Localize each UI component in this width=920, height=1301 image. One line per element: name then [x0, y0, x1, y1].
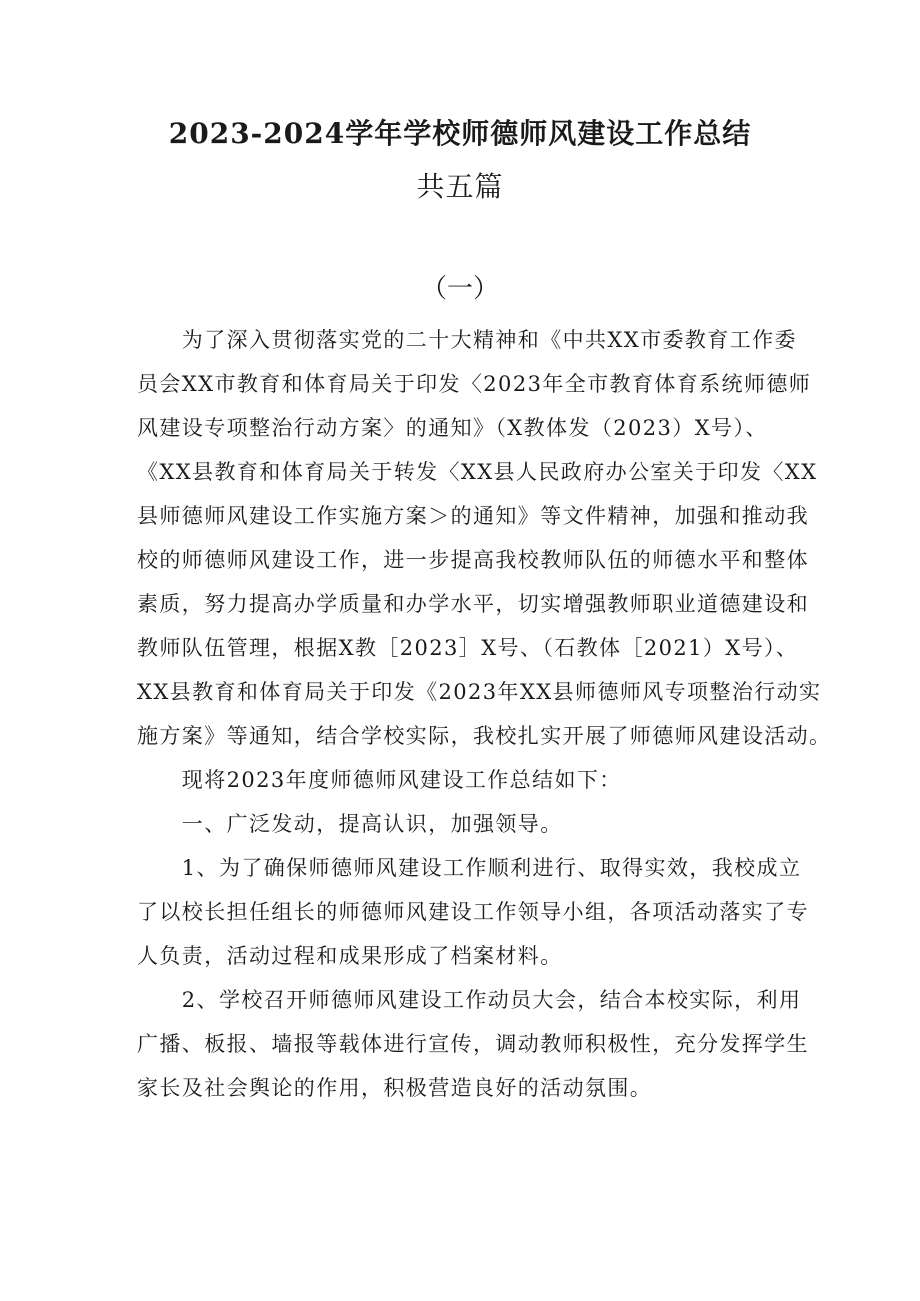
body-line: 家长及社会舆论的作用，积极营造良好的活动氛围。	[137, 1076, 653, 1100]
document-title: 2023-2024学年学校师德师风建设工作总结	[168, 117, 752, 150]
body-line: XX县教育和体育局关于印发《2023年XX县师德师风专项整治行动实	[137, 680, 822, 704]
body-line: 2、学校召开师德师风建设工作动员大会，结合本校实际，利用	[137, 988, 802, 1012]
body-line: 人负责，活动过程和成果形成了档案材料。	[137, 944, 563, 968]
body-line: 一、广泛发动，提高认识，加强领导。	[137, 812, 563, 836]
body-line: 校的师德师风建设工作，进一步提高我校教师队伍的师德水平和整体	[137, 548, 809, 572]
body-line: 现将2023年度师德师风建设工作总结如下：	[137, 768, 622, 792]
body-line: 教师队伍管理，根据X教［2023］X号、（石教体［2021）X号）、	[137, 636, 799, 660]
body-line: 了以校长担任组长的师德师风建设工作领导小组，各项活动落实了专	[137, 900, 809, 924]
body-line: 《XX县教育和体育局关于转发〈XX县人民政府办公室关于印发〈XX	[137, 460, 818, 484]
body-line: 风建设专项整治行动方案〉的通知》（X教体发（2023）X号）、	[137, 416, 768, 440]
body-line: 广播、板报、墙报等载体进行宣传，调动教师积极性，充分发挥学生	[137, 1032, 809, 1056]
body-line: 为了深入贯彻落实党的二十大精神和《中共XX市委教育工作委	[137, 328, 797, 352]
body-line: 1、为了确保师德师风建设工作顺利进行、取得实效，我校成立	[137, 856, 802, 880]
body-line: 县师德师风建设工作实施方案＞的通知》等文件精神，加强和推动我	[137, 504, 809, 528]
body-line: 施方案》等通知，结合学校实际，我校扎实开展了师德师风建设活动。	[137, 724, 832, 748]
document-subtitle: 共五篇	[416, 170, 504, 203]
body-line: 员会XX市教育和体育局关于印发〈2023年全市教育体育系统师德师	[137, 372, 812, 396]
section-heading: （一）	[420, 274, 499, 304]
body-line: 素质，努力提高办学质量和办学水平，切实增强教师职业道德建设和	[137, 592, 809, 616]
document-body	[137, 318, 832, 1110]
